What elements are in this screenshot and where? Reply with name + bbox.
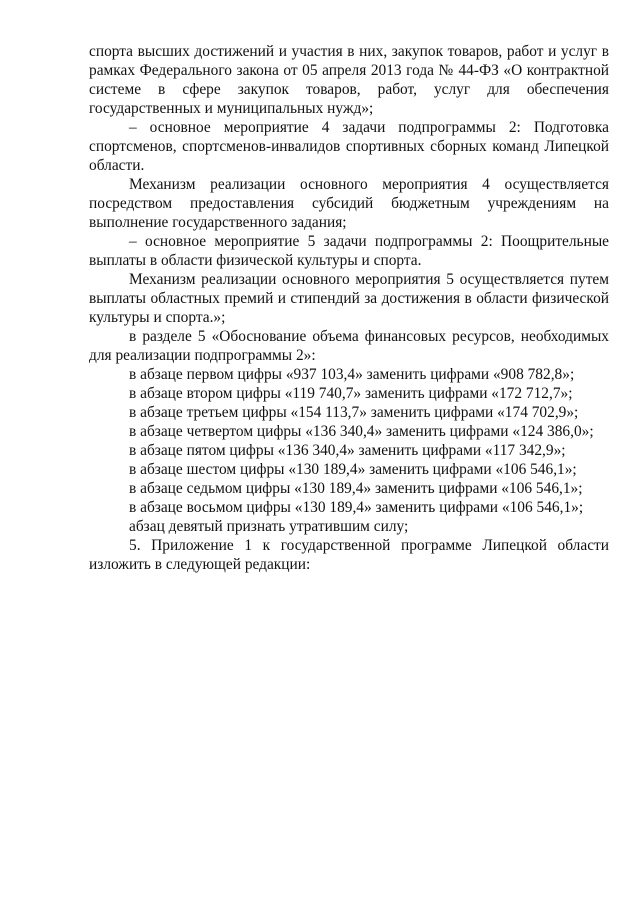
replacement-line-8: в абзаце восьмом цифры «130 189,4» заменить цифрами «106 546,1»;: [129, 499, 584, 516]
replacement-line-2: в абзаце втором цифры «119 740,7» заменить цифрами «172 712,7»;: [129, 385, 573, 402]
replacement-line-7: в абзаце седьмом цифры «130 189,4» заменить цифрами «106 546,1»;: [129, 480, 583, 497]
document-body: [89, 42, 609, 574]
paragraph-section-5: в разделе 5 «Обоснование объема финансовых ресурсов, необходимых для реализации подпрограммы 2»:: [89, 328, 609, 364]
paragraph-continuation: спорта высших достижений и участия в них, закупок товаров, работ и услуг в рамках Федерального закона от 05 апреля 2013 года № 44-ФЗ «О контрактной системе в сфере закупок товаров, работ, услуг для обеспечения государственных и муниципальных нужд»;: [89, 43, 609, 117]
replacement-line-1: в абзаце первом цифры «937 103,4» заменить цифрами «908 782,8»;: [129, 366, 575, 383]
paragraph-appendix-1: 5. Приложение 1 к государственной программе Липецкой области изложить в следующей редакции:: [89, 537, 609, 573]
replacement-line-5: в абзаце пятом цифры «136 340,4» заменить цифрами «117 342,9»;: [129, 442, 566, 459]
replacement-line-6: в абзаце шестом цифры «130 189,4» заменить цифрами «106 546,1»;: [129, 461, 577, 478]
paragraph-main-activity-5: – основное мероприятие 5 задачи подпрограммы 2: Поощрительные выплаты в области физической культуры и спорта.: [89, 233, 609, 269]
paragraph-main-activity-4: – основное мероприятие 4 задачи подпрограммы 2: Подготовка спортсменов, спортсменов-инвалидов спортивных сборных команд Липецкой области.: [89, 119, 609, 174]
replacement-line-4: в абзаце четвертом цифры «136 340,4» заменить цифрами «124 386,0»;: [129, 423, 594, 440]
replacement-line-9: абзац девятый признать утратившим силу;: [129, 518, 409, 535]
replacement-line-3: в абзаце третьем цифры «154 113,7» заменить цифрами «174 702,9»;: [129, 404, 579, 421]
paragraph-mechanism-5: Механизм реализации основного мероприятия 5 осуществляется путем выплаты областных премий и стипендий за достижения в области физической культуры и спорта.»;: [89, 271, 609, 326]
paragraph-mechanism-4: Механизм реализации основного мероприятия 4 осуществляется посредством предоставления субсидий бюджетным учреждениям на выполнение государственного задания;: [89, 176, 609, 231]
